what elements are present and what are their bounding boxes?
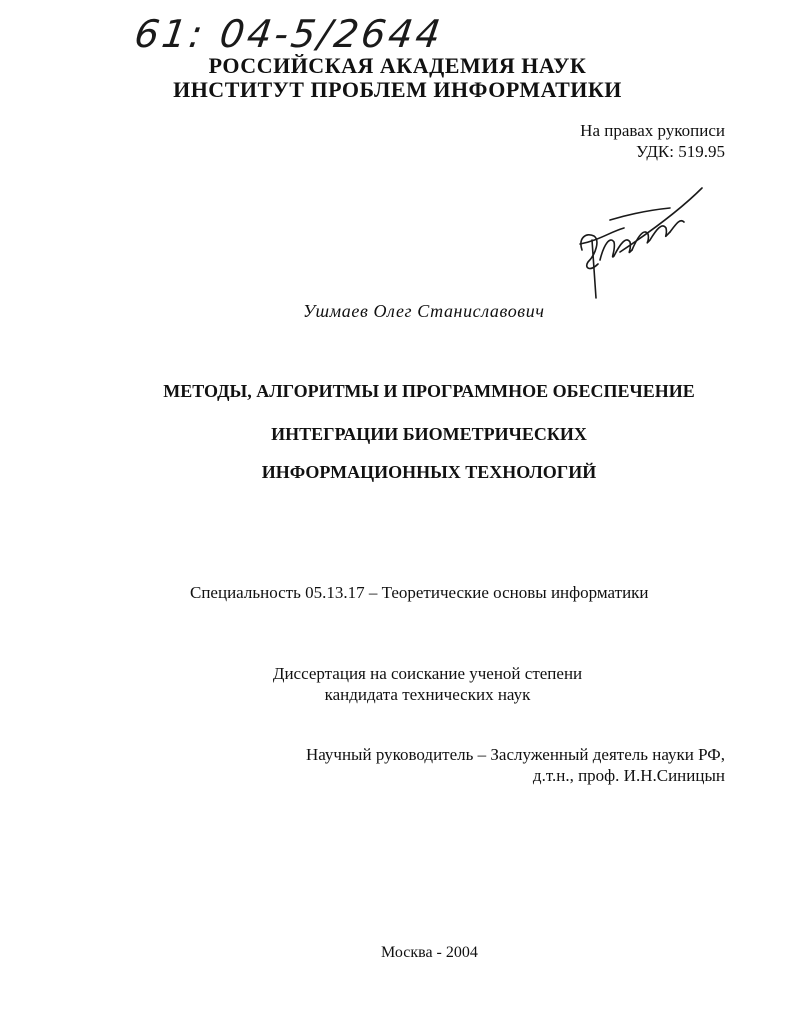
manuscript-rights-note: На правах рукописи: [580, 121, 725, 140]
degree-statement-line-2: кандидата технических наук: [324, 685, 531, 704]
advisor-line-1: Научный руководитель – Заслуженный деятель науки РФ,: [305, 745, 725, 764]
author-name: Ушмаев Олег Станиславович: [303, 301, 545, 321]
archive-code-handwritten: 61: 04-5/2644: [131, 12, 447, 56]
institute-name: ИНСТИТУТ ПРОБЛЕМ ИНФОРМАТИКИ: [173, 77, 622, 102]
dissertation-title-line-2: ИНТЕГРАЦИИ БИОМЕТРИЧЕСКИХ: [271, 424, 587, 444]
degree-statement-line-1: Диссертация на соискание ученой степени: [272, 664, 583, 683]
udc-code: УДК: 519.95: [636, 142, 725, 161]
signature-icon: [570, 180, 710, 305]
city-year: Москва - 2004: [381, 944, 478, 961]
dissertation-title-line-3: ИНФОРМАЦИОННЫХ ТЕХНОЛОГИЙ: [261, 462, 597, 482]
specialty-line: Специальность 05.13.17 – Теоретические основы информатики: [190, 583, 649, 602]
dissertation-title-line-1: МЕТОДЫ, АЛГОРИТМЫ И ПРОГРАММНОЕ ОБЕСПЕЧЕНИЕ: [163, 381, 695, 401]
organization-name: РОССИЙСКАЯ АКАДЕМИЯ НАУК: [208, 53, 587, 78]
advisor-line-2: д.т.н., проф. И.Н.Синицын: [532, 766, 725, 785]
